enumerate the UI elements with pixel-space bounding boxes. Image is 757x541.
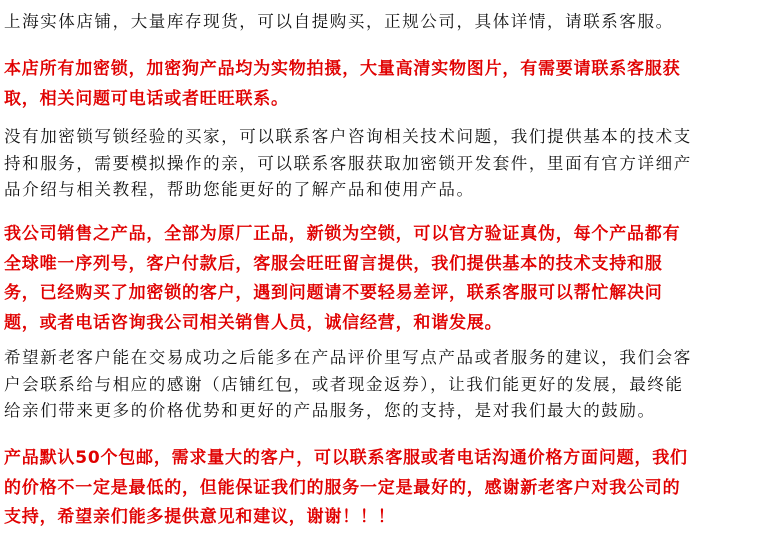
paragraph-line: 取，相关问题可电话或者旺旺联系。 xyxy=(4,88,289,109)
paragraph-line: 的价格不一定是最低的，但能保证我们的服务一定是最好的，感谢新老客户对我公司的 xyxy=(4,477,681,498)
paragraph-line: 没有加密锁写锁经验的买家，可以联系客户咨询相关技术问题，我们提供基本的技术支 xyxy=(4,127,692,146)
paragraph-line: 希望新老客户能在交易成功之后能多在产品评价里写点产品或者服务的建议，我们会客 xyxy=(4,348,692,367)
paragraph-line: 务，已经购买了加密锁的客户，遇到问题请不要轻易差评，联系客服可以帮忙解决问 xyxy=(4,283,663,303)
paragraph-line: 给亲们带来更多的价格优势和更好的产品服务，您的支持，是对我们最大的鼓励。 xyxy=(4,401,656,420)
paragraph-line: 品介绍与相关教程，帮助您能更好的了解产品和使用产品。 xyxy=(4,180,475,199)
paragraph-line: 户会联系给与相应的感谢（店铺红包，或者现金返券），让我们能更好的发展，最终能 xyxy=(4,374,684,394)
paragraph-line: 题，或者电话咨询我公司相关销售人员，诚信经营，和谐发展。 xyxy=(4,312,503,333)
paragraph-genuine-products xyxy=(4,220,754,338)
paragraph-line: 持和服务，需要模拟操作的亲，可以联系客服获取加密锁开发套件，里面有官方详细产 xyxy=(4,153,692,173)
paragraph-real-photos xyxy=(4,55,754,114)
paragraph-shop-location xyxy=(4,9,754,36)
paragraph-line: 支持，希望亲们能多提供意见和建议，谢谢！！！ xyxy=(4,507,396,527)
paragraph-line: 本店所有加密锁，加密狗产品均为实物拍摄，大量高清实物图片，有需要请联系客服获 xyxy=(4,59,681,79)
paragraph-line: 全球唯一序列号，客户付款后，客服会旺旺留言提供，我们提供基本的技术支持和服 xyxy=(4,253,663,274)
paragraph-line: 上海实体店铺，大量库存现货，可以自提购买，正规公司，具体详情，请联系客服。 xyxy=(4,12,674,31)
paragraph-feedback-request xyxy=(4,345,754,425)
paragraph-line: 产品默认50个包邮，需求量大的客户，可以联系客服或者电话沟通价格方面问题，我们 xyxy=(4,448,688,468)
paragraph-technical-support xyxy=(4,124,754,204)
paragraph-free-shipping xyxy=(4,444,754,533)
paragraph-line: 我公司销售之产品，全部为原厂正品，新锁为空锁，可以官方验证真伪，每个产品都有 xyxy=(4,224,681,244)
